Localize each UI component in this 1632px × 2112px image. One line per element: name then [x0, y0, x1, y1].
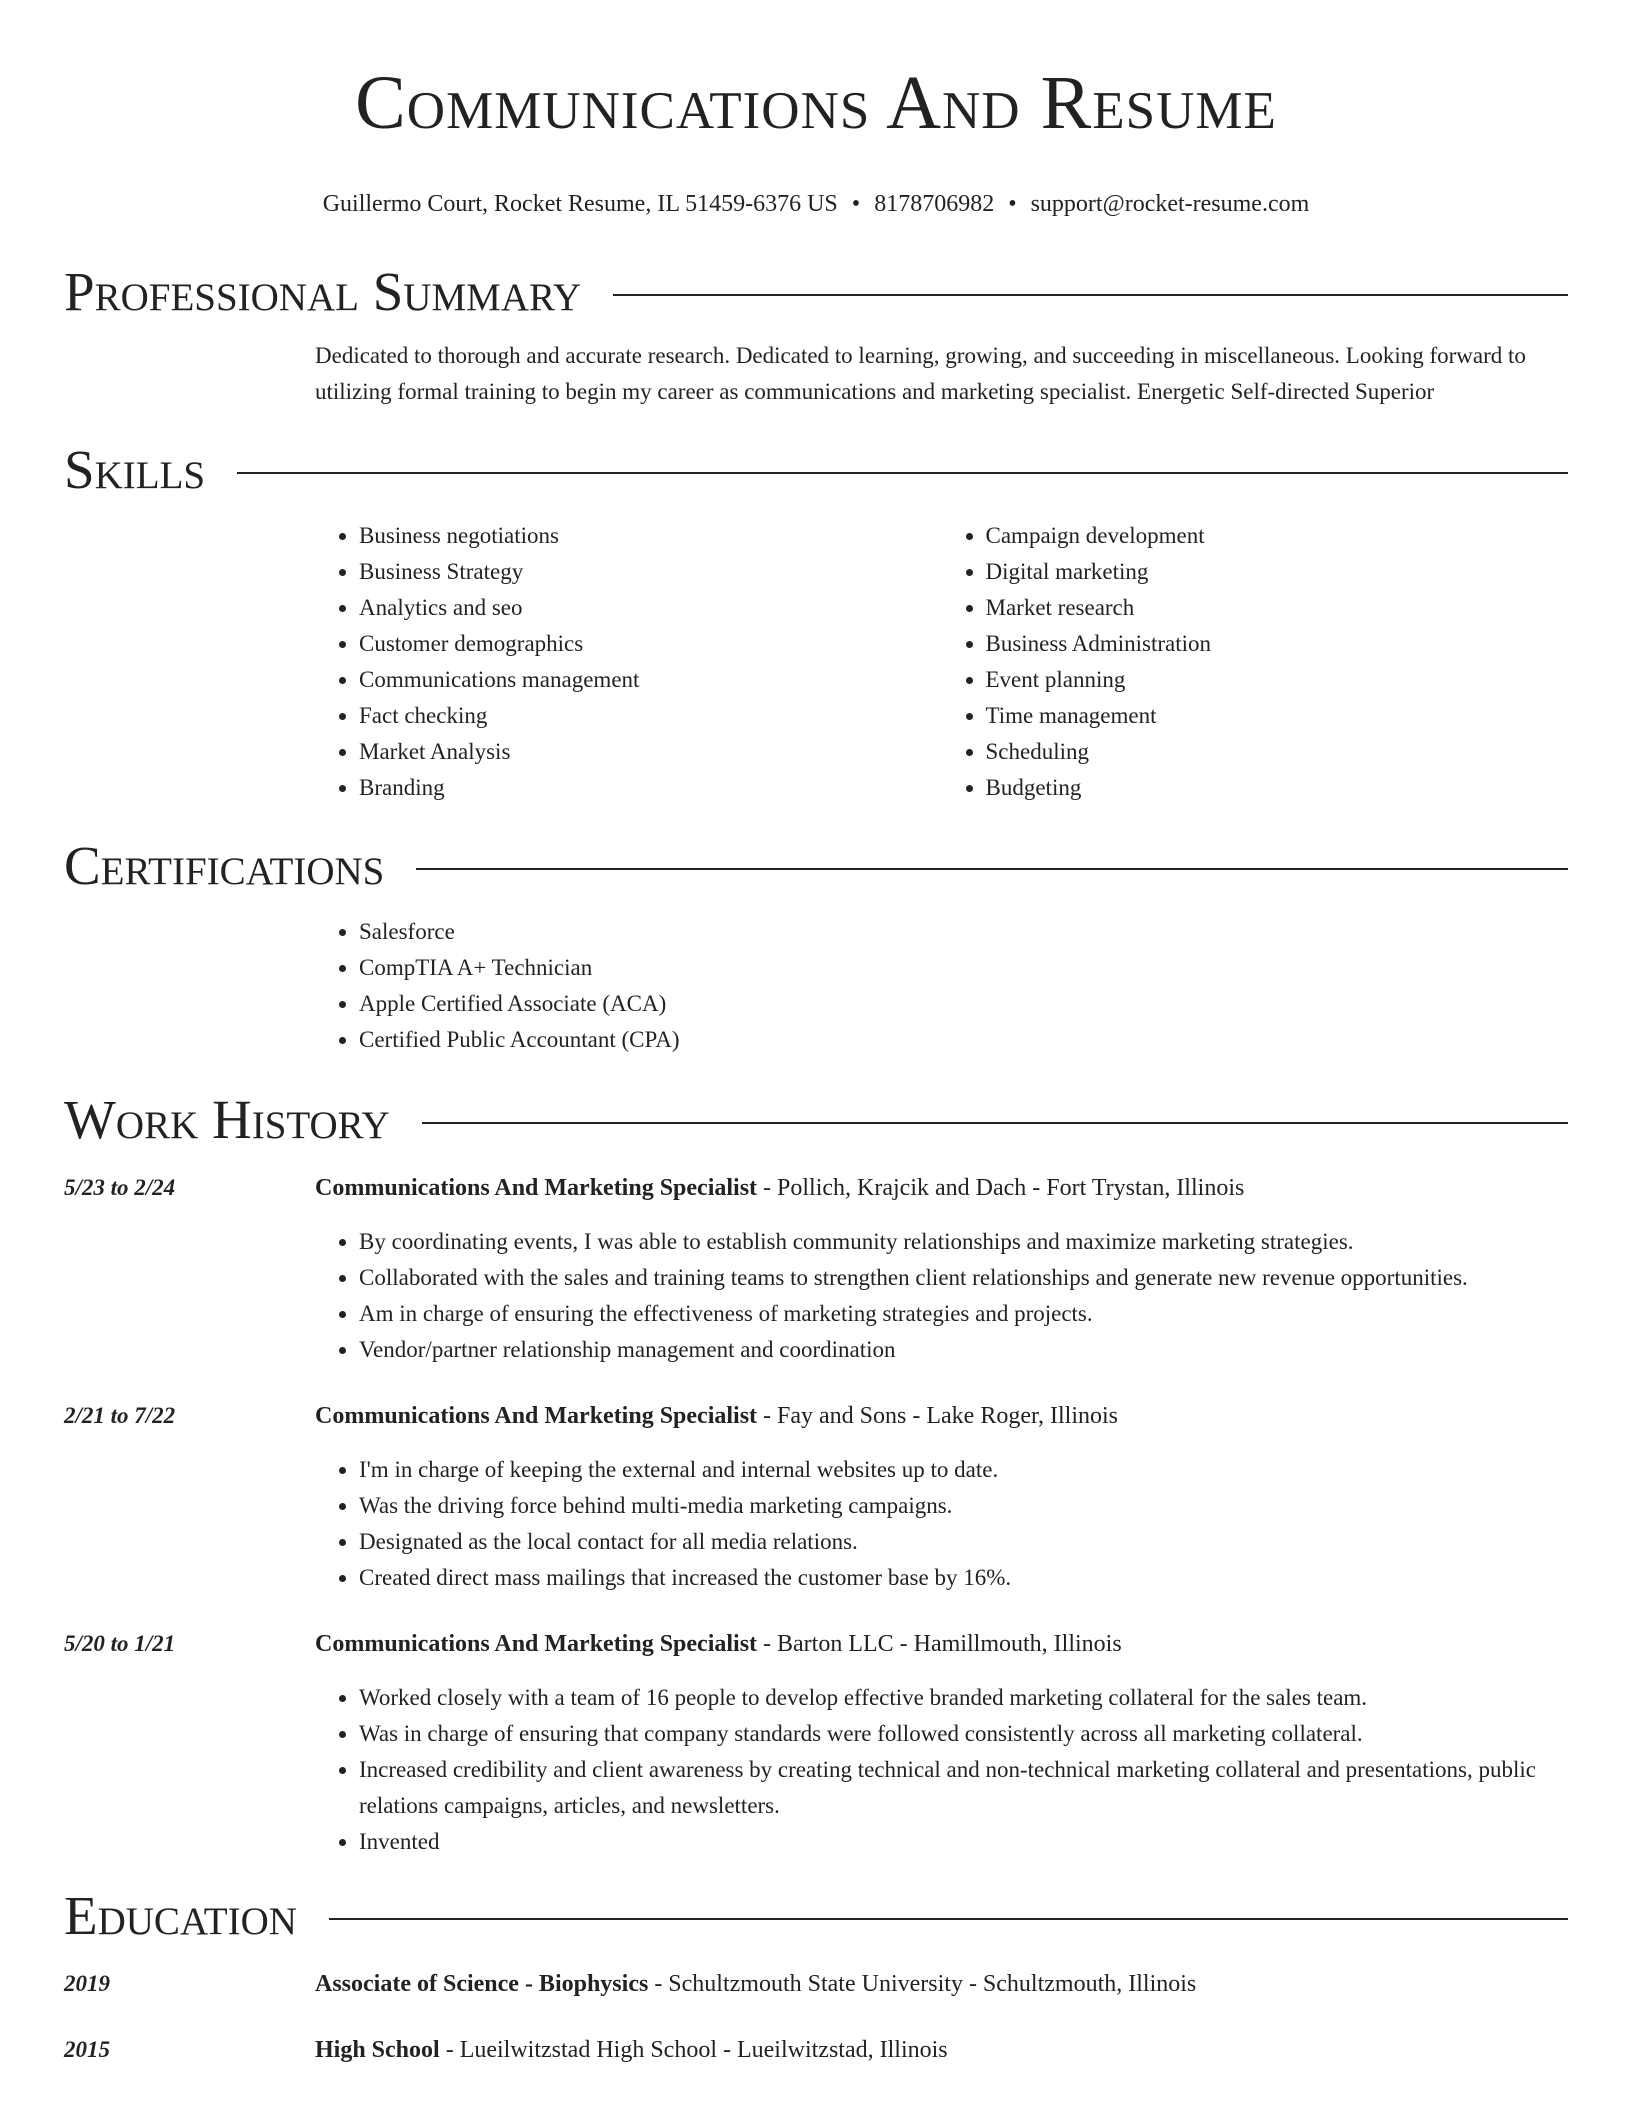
job-title: Communications And Marketing Specialist — [315, 1175, 758, 1201]
skill-item: • Fact checking — [359, 698, 942, 734]
education-section-heading — [64, 1884, 1568, 1948]
skill-item: • Scheduling — [986, 734, 1569, 770]
summary-section-heading — [64, 260, 1568, 324]
certification-item: • Apple Certified Associate (ACA) — [359, 986, 1568, 1022]
job-bullet: • Collaborated with the sales and training teams to strengthen client relationships and generate new revenue opportunities. — [359, 1260, 1568, 1296]
skill-item: • Business negotiations — [359, 518, 942, 554]
skill-item: • Market research — [986, 590, 1569, 626]
resume-name: Communications And Resume — [355, 61, 1277, 145]
job-bullet: • Was the driving force behind multi-media marketing campaigns. — [359, 1488, 1568, 1524]
job-heading — [315, 1398, 1568, 1434]
education-degree: High School — [315, 2037, 440, 2063]
skill-item: • Business Administration — [986, 626, 1569, 662]
job-bullet: • Designated as the local contact for all media relations. — [359, 1524, 1568, 1560]
skill-item: • Communications management — [359, 662, 942, 698]
job-title: Communications And Marketing Specialist — [315, 1403, 758, 1429]
contact-email: support@rocket-resume.com — [1030, 191, 1310, 217]
skill-item: • Customer demographics — [359, 626, 942, 662]
contact-address: Guillermo Court, Rocket Resume, IL 51459-6376 US — [322, 191, 838, 217]
education-heading — [315, 1966, 1568, 2002]
job-entry — [64, 1398, 1568, 1596]
job-dates: 2/21 to 7/22 — [64, 1403, 176, 1428]
education-entry — [64, 1966, 1568, 2002]
skill-item: • Digital marketing — [986, 554, 1569, 590]
certifications-list — [64, 914, 1568, 1058]
work-history-section-heading — [64, 1088, 1568, 1152]
skills-title: Skills — [64, 439, 206, 500]
education-title: Education — [64, 1885, 297, 1946]
certifications-section-heading — [64, 834, 1568, 898]
job-heading — [315, 1170, 1568, 1206]
job-entry — [64, 1626, 1568, 1860]
job-bullets — [315, 1680, 1568, 1860]
summary-body — [64, 338, 1568, 410]
certifications-title: Certifications — [64, 835, 385, 896]
skill-item: • Campaign development — [986, 518, 1569, 554]
job-entry — [64, 1170, 1568, 1368]
job-dates: 5/23 to 2/24 — [64, 1175, 176, 1200]
skills-list — [64, 518, 1568, 806]
job-employer: - Barton LLC - Hamillmouth, Illinois — [757, 1631, 1122, 1657]
skills-column-left — [315, 518, 942, 806]
skill-item: • Branding — [359, 770, 942, 806]
certification-item: • CompTIA A+ Technician — [359, 950, 1568, 986]
summary-title: Professional Summary — [64, 261, 582, 322]
work-history-title: Work History — [64, 1089, 390, 1150]
job-bullet: • Created direct mass mailings that increased the customer base by 16%. — [359, 1560, 1568, 1596]
skills-section-heading — [64, 438, 1568, 502]
skill-item: • Analytics and seo — [359, 590, 942, 626]
contact-phone: 8178706982 — [874, 191, 995, 217]
job-bullet: • Worked closely with a team of 16 people to develop effective branded marketing collateral for the sales team. — [359, 1680, 1568, 1716]
education-school: - Lueilwitzstad High School - Lueilwitzstad, Illinois — [439, 2037, 948, 2063]
education-degree: Associate of Science - Biophysics — [315, 1971, 649, 1997]
section-divider — [329, 1918, 1568, 1920]
job-title: Communications And Marketing Specialist — [315, 1631, 758, 1657]
education-year: 2019 — [64, 1971, 110, 1996]
education-heading — [315, 2032, 1568, 2068]
job-bullet: • I'm in charge of keeping the external and internal websites up to date. — [359, 1452, 1568, 1488]
skill-item: • Event planning — [986, 662, 1569, 698]
contact-separator: • — [1008, 191, 1017, 217]
job-bullet: • Vendor/partner relationship management and coordination — [359, 1332, 1568, 1368]
skills-column-right — [942, 518, 1569, 806]
contact-line — [64, 190, 1568, 218]
education-school: - Schultzmouth State University - Schultzmouth, Illinois — [648, 1971, 1197, 1997]
certification-item: • Certified Public Accountant (CPA) — [359, 1022, 1568, 1058]
contact-separator: • — [851, 191, 861, 217]
section-divider — [237, 472, 1568, 474]
section-divider — [422, 1122, 1568, 1124]
job-bullets — [315, 1224, 1568, 1368]
section-divider — [613, 294, 1568, 296]
job-bullet: • Am in charge of ensuring the effectiveness of marketing strategies and projects. — [359, 1296, 1568, 1332]
job-employer: - Pollich, Krajcik and Dach - Fort Trystan, Illinois — [757, 1175, 1245, 1201]
job-dates: 5/20 to 1/21 — [64, 1631, 176, 1656]
summary-text: Dedicated to thorough and accurate research. Dedicated to learning, growing, and succeeding in miscellaneous. Looking forward to utilizing formal training to begin my career as communications and marketing specialist. Energetic Self-directed Superior — [315, 343, 1526, 404]
job-bullet: • By coordinating events, I was able to establish community relationships and maximize marketing strategies. — [359, 1224, 1568, 1260]
job-bullets — [315, 1452, 1568, 1596]
job-bullet: • Increased credibility and client awareness by creating technical and non-technical marketing collateral and presentations, public relations campaigns, articles, and newsletters. — [359, 1752, 1568, 1824]
section-divider — [416, 868, 1568, 870]
skill-item: • Market Analysis — [359, 734, 942, 770]
skill-item: • Business Strategy — [359, 554, 942, 590]
job-employer: - Fay and Sons - Lake Roger, Illinois — [757, 1403, 1119, 1429]
education-year: 2015 — [64, 2037, 110, 2062]
job-heading — [315, 1626, 1568, 1662]
certification-item: • Salesforce — [359, 914, 1568, 950]
skill-item: • Budgeting — [986, 770, 1569, 806]
education-entry — [64, 2032, 1568, 2068]
job-bullet: • Invented — [359, 1824, 1568, 1860]
job-bullet: • Was in charge of ensuring that company standards were followed consistently across all marketing collateral. — [359, 1716, 1568, 1752]
skill-item: • Time management — [986, 698, 1569, 734]
